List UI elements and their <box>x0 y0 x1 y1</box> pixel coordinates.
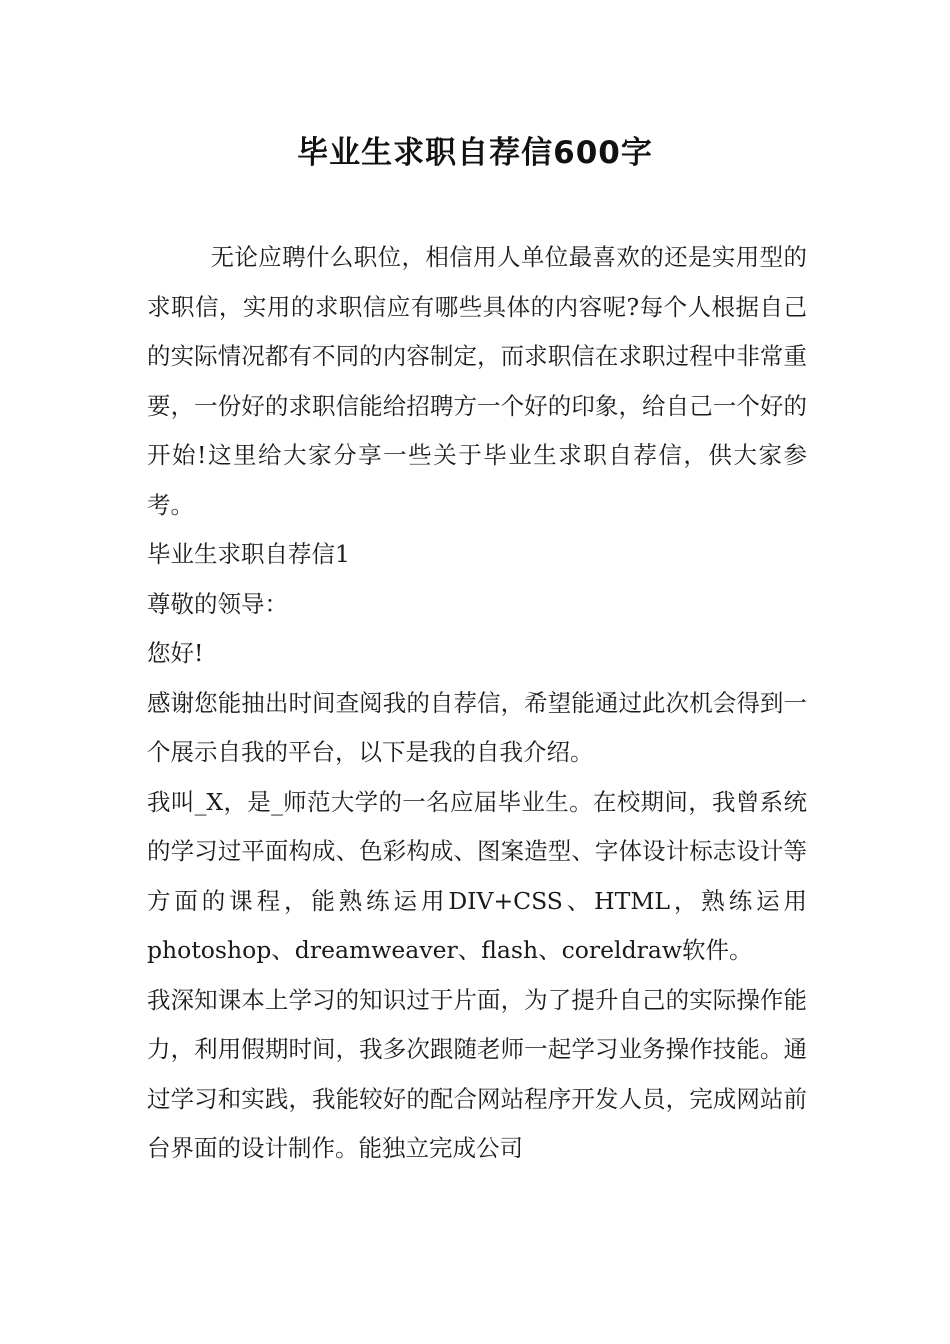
intro-paragraph: 无论应聘什么职位，相信用人单位最喜欢的还是实用型的求职信，实用的求职信应有哪些具体的内容呢?每个人根据自己的实际情况都有不同的内容制定，而求职信在求职过程中非常重要，一份好的求职信能给招聘方一个好的印象，给自己一个好的开始!这里给大家分享一些关于毕业生求职自荐信，供大家参考。 <box>147 243 807 519</box>
body-paragraph: 感谢您能抽出时间查阅我的自荐信，希望能通过此次机会得到一个展示自我的平台，以下是我的自我介绍。 <box>147 688 807 766</box>
greeting: 您好! <box>147 639 204 667</box>
body-paragraph: 我叫_X，是_师范大学的一名应届毕业生。在校期间，我曾系统的学习过平面构成、色彩构成、图案造型、字体设计标志设计等方面的课程，能熟练运用DIV+CSS、HTML，熟练运用photoshop、dreamweaver、flash、coreldraw软件。 <box>147 787 807 964</box>
body-paragraph: 我深知课本上学习的知识过于片面，为了提升自己的实际操作能力，利用假期时间，我多次跟随老师一起学习业务操作技能。通过学习和实践，我能较好的配合网站程序开发人员，完成网站前台界面的设计制作。能独立完成公司 <box>147 985 807 1162</box>
document-body <box>147 233 807 1174</box>
section-heading: 毕业生求职自荐信1 <box>147 540 350 568</box>
salutation: 尊敬的领导： <box>147 589 288 618</box>
document-title: 毕业生求职自荐信600字 <box>297 135 653 171</box>
